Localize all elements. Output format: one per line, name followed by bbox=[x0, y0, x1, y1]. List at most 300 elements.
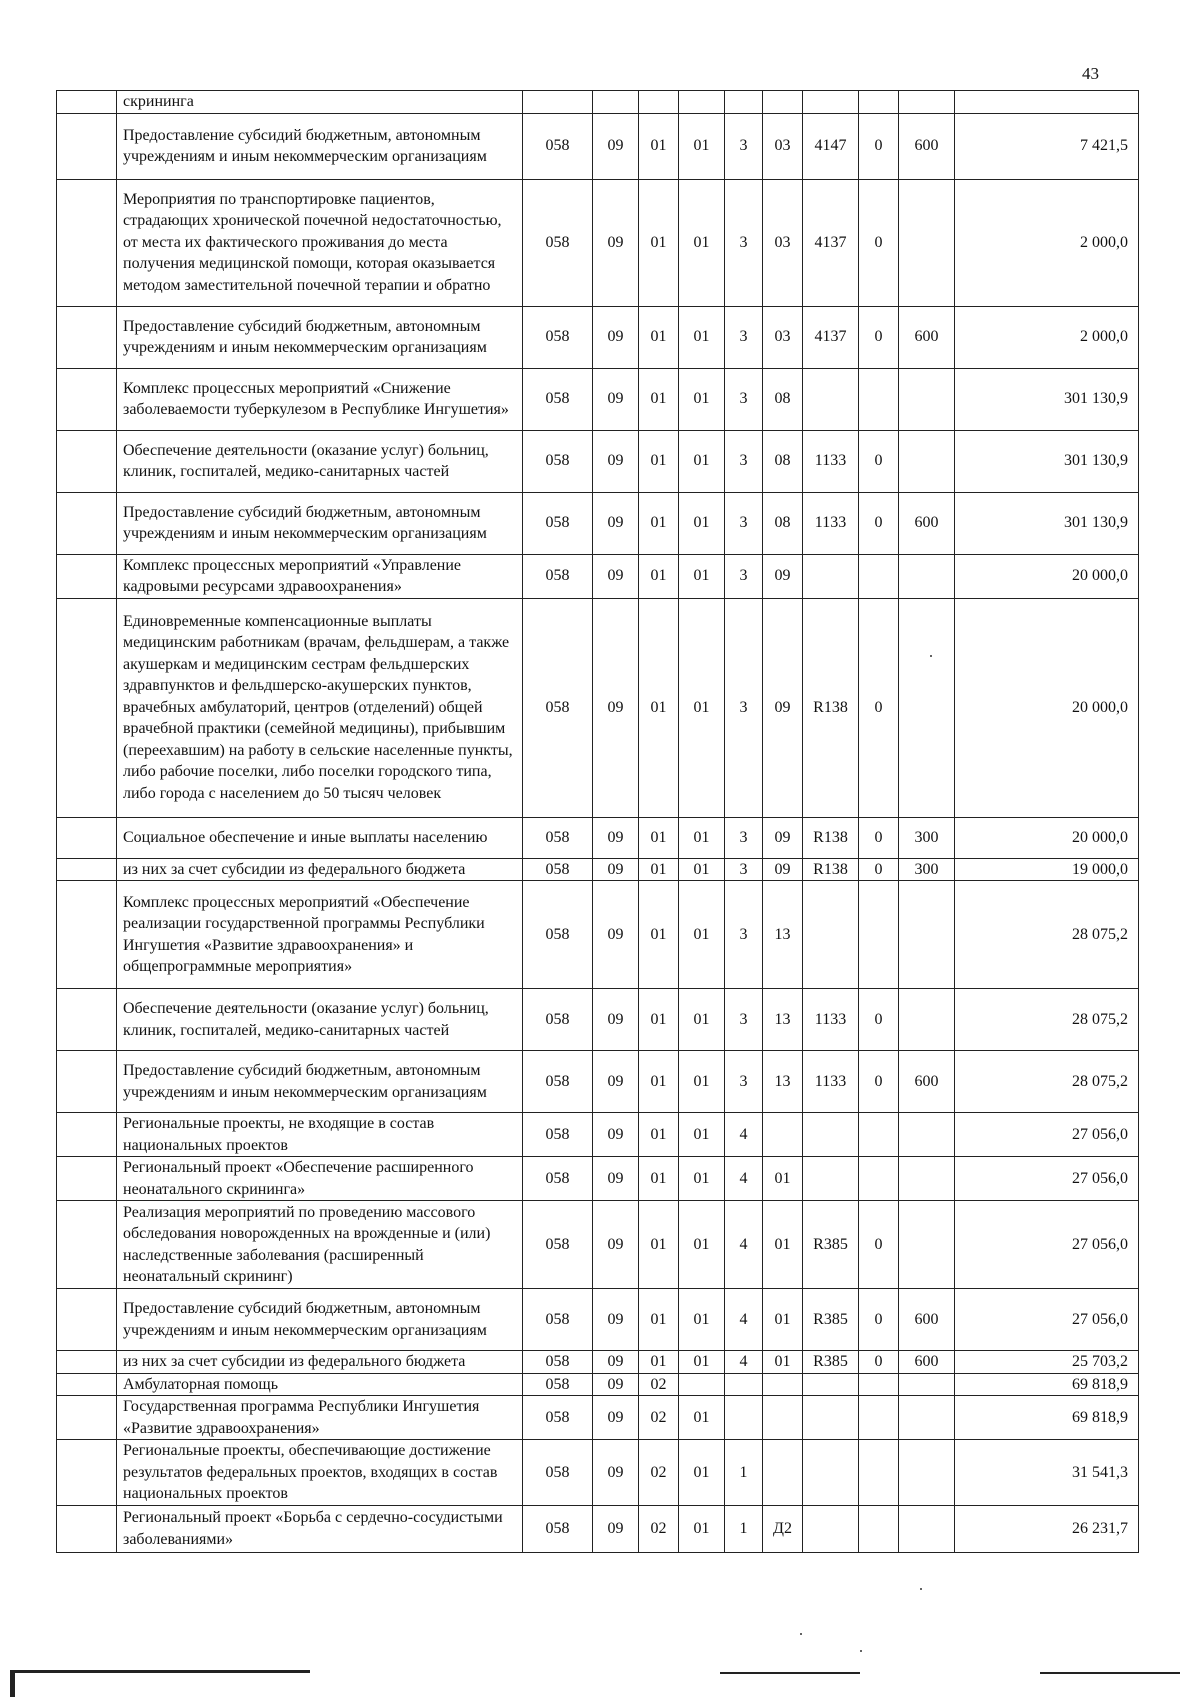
cell-ex: 0 bbox=[859, 817, 899, 858]
cell-sec: 09 bbox=[593, 858, 639, 881]
cell-adm: 058 bbox=[523, 1051, 593, 1113]
cell-name: Социальное обеспечение и иные выплаты населению bbox=[117, 817, 523, 858]
cell-vr bbox=[899, 554, 955, 598]
cell-dir bbox=[803, 1440, 859, 1506]
cell-sub: 02 bbox=[639, 1440, 679, 1506]
cell-adm: 058 bbox=[523, 1157, 593, 1201]
cell-name: из них за счет субсидии из федерального бюджета bbox=[117, 1351, 523, 1374]
cell-sum: 301 130,9 bbox=[955, 430, 1139, 492]
cell-sub: 01 bbox=[639, 1157, 679, 1201]
table-row bbox=[57, 430, 1139, 492]
cell-sub: 01 bbox=[639, 430, 679, 492]
cell-sp: 3 bbox=[725, 306, 763, 368]
cell-dir bbox=[803, 368, 859, 430]
cell-sp: 1 bbox=[725, 1440, 763, 1506]
scan-speck bbox=[930, 655, 932, 657]
cell-sub: 01 bbox=[639, 1289, 679, 1351]
row-marker-cell bbox=[57, 1440, 117, 1506]
cell-sp: 3 bbox=[725, 1051, 763, 1113]
cell-sub: 01 bbox=[639, 1351, 679, 1374]
cell-sec: 09 bbox=[593, 1440, 639, 1506]
cell-sub: 01 bbox=[639, 881, 679, 989]
cell-vr bbox=[899, 179, 955, 306]
cell-main: 01 bbox=[763, 1201, 803, 1289]
cell-dir bbox=[803, 881, 859, 989]
cell-sum: 69 818,9 bbox=[955, 1396, 1139, 1440]
table-row bbox=[57, 113, 1139, 179]
cell-sp: 4 bbox=[725, 1157, 763, 1201]
cell-vr bbox=[899, 91, 955, 114]
row-marker-cell bbox=[57, 598, 117, 817]
cell-adm: 058 bbox=[523, 1289, 593, 1351]
cell-name: Обеспечение деятельности (оказание услуг) больниц, клиник, госпиталей, медико-санитарных частей bbox=[117, 430, 523, 492]
cell-sub: 01 bbox=[639, 554, 679, 598]
cell-main bbox=[763, 1373, 803, 1396]
cell-sub: 01 bbox=[639, 817, 679, 858]
table-row bbox=[57, 1051, 1139, 1113]
row-marker-cell bbox=[57, 368, 117, 430]
cell-prog: 01 bbox=[679, 1440, 725, 1506]
cell-main: 01 bbox=[763, 1289, 803, 1351]
cell-sub: 01 bbox=[639, 492, 679, 554]
cell-main bbox=[763, 91, 803, 114]
cell-vr bbox=[899, 368, 955, 430]
cell-vr bbox=[899, 1373, 955, 1396]
cell-dir: R138 bbox=[803, 858, 859, 881]
cell-dir: 1133 bbox=[803, 430, 859, 492]
cell-prog: 01 bbox=[679, 1157, 725, 1201]
cell-vr: 300 bbox=[899, 817, 955, 858]
cell-adm: 058 bbox=[523, 598, 593, 817]
cell-sec: 09 bbox=[593, 817, 639, 858]
cell-sub: 01 bbox=[639, 598, 679, 817]
row-marker-cell bbox=[57, 858, 117, 881]
cell-name: Государственная программа Республики Ингушетия «Развитие здравоохранения» bbox=[117, 1396, 523, 1440]
table-row bbox=[57, 1373, 1139, 1396]
cell-dir bbox=[803, 91, 859, 114]
scan-speck bbox=[920, 1588, 922, 1590]
cell-ex: 0 bbox=[859, 306, 899, 368]
cell-dir bbox=[803, 1113, 859, 1157]
cell-ex bbox=[859, 1157, 899, 1201]
cell-vr bbox=[899, 989, 955, 1051]
cell-ex bbox=[859, 91, 899, 114]
cell-vr: 600 bbox=[899, 492, 955, 554]
cell-name: Предоставление субсидий бюджетным, автономным учреждениям и иным некоммерческим организациям bbox=[117, 492, 523, 554]
cell-name: Предоставление субсидий бюджетным, автономным учреждениям и иным некоммерческим организациям bbox=[117, 1289, 523, 1351]
cell-ex bbox=[859, 881, 899, 989]
table-row bbox=[57, 817, 1139, 858]
cell-sum: 7 421,5 bbox=[955, 113, 1139, 179]
cell-sec: 09 bbox=[593, 368, 639, 430]
cell-prog: 01 bbox=[679, 1351, 725, 1374]
cell-dir: R385 bbox=[803, 1289, 859, 1351]
cell-ex bbox=[859, 368, 899, 430]
cell-sum: 28 075,2 bbox=[955, 989, 1139, 1051]
scan-corner-mark bbox=[10, 1670, 15, 1697]
cell-dir: 1133 bbox=[803, 989, 859, 1051]
cell-sec: 09 bbox=[593, 1051, 639, 1113]
cell-ex: 0 bbox=[859, 1201, 899, 1289]
cell-ex bbox=[859, 1373, 899, 1396]
cell-sum: 26 231,7 bbox=[955, 1505, 1139, 1552]
row-marker-cell bbox=[57, 1289, 117, 1351]
cell-prog: 01 bbox=[679, 1505, 725, 1552]
cell-main: 13 bbox=[763, 1051, 803, 1113]
row-marker-cell bbox=[57, 1505, 117, 1552]
table-row bbox=[57, 989, 1139, 1051]
cell-main: 08 bbox=[763, 368, 803, 430]
table-row bbox=[57, 858, 1139, 881]
cell-vr: 600 bbox=[899, 113, 955, 179]
cell-sub: 02 bbox=[639, 1373, 679, 1396]
cell-sum: 27 056,0 bbox=[955, 1157, 1139, 1201]
cell-adm: 058 bbox=[523, 1113, 593, 1157]
cell-sec: 09 bbox=[593, 1351, 639, 1374]
cell-vr bbox=[899, 1440, 955, 1506]
cell-adm: 058 bbox=[523, 554, 593, 598]
cell-sum: 20 000,0 bbox=[955, 554, 1139, 598]
cell-main: 09 bbox=[763, 817, 803, 858]
cell-sp: 3 bbox=[725, 430, 763, 492]
scan-edge-line bbox=[720, 1672, 860, 1674]
table-row bbox=[57, 1201, 1139, 1289]
cell-sp: 4 bbox=[725, 1201, 763, 1289]
scan-edge-line bbox=[10, 1670, 310, 1673]
cell-sum: 28 075,2 bbox=[955, 881, 1139, 989]
cell-ex bbox=[859, 1113, 899, 1157]
cell-sum: 301 130,9 bbox=[955, 492, 1139, 554]
row-marker-cell bbox=[57, 179, 117, 306]
cell-ex bbox=[859, 1505, 899, 1552]
cell-adm: 058 bbox=[523, 492, 593, 554]
cell-prog: 01 bbox=[679, 598, 725, 817]
cell-sp: 3 bbox=[725, 989, 763, 1051]
cell-vr bbox=[899, 1157, 955, 1201]
cell-prog bbox=[679, 91, 725, 114]
row-marker-cell bbox=[57, 817, 117, 858]
cell-prog: 01 bbox=[679, 1113, 725, 1157]
cell-sum: 27 056,0 bbox=[955, 1113, 1139, 1157]
cell-adm: 058 bbox=[523, 1440, 593, 1506]
cell-sub: 01 bbox=[639, 179, 679, 306]
cell-main bbox=[763, 1440, 803, 1506]
cell-main: Д2 bbox=[763, 1505, 803, 1552]
cell-sum: 25 703,2 bbox=[955, 1351, 1139, 1374]
cell-prog: 01 bbox=[679, 858, 725, 881]
cell-prog: 01 bbox=[679, 989, 725, 1051]
cell-sp: 3 bbox=[725, 598, 763, 817]
cell-sec: 09 bbox=[593, 430, 639, 492]
row-marker-cell bbox=[57, 1201, 117, 1289]
cell-sum: 27 056,0 bbox=[955, 1289, 1139, 1351]
row-marker-cell bbox=[57, 1373, 117, 1396]
cell-vr bbox=[899, 1201, 955, 1289]
table-row bbox=[57, 1157, 1139, 1201]
cell-adm: 058 bbox=[523, 817, 593, 858]
cell-sum: 27 056,0 bbox=[955, 1201, 1139, 1289]
cell-sum: 2 000,0 bbox=[955, 179, 1139, 306]
budget-table bbox=[56, 90, 1139, 1553]
cell-prog: 01 bbox=[679, 881, 725, 989]
cell-sum: 19 000,0 bbox=[955, 858, 1139, 881]
cell-sp: 4 bbox=[725, 1113, 763, 1157]
cell-sec: 09 bbox=[593, 881, 639, 989]
cell-sp bbox=[725, 1396, 763, 1440]
cell-ex: 0 bbox=[859, 492, 899, 554]
cell-main: 09 bbox=[763, 598, 803, 817]
cell-sec: 09 bbox=[593, 179, 639, 306]
cell-sp: 3 bbox=[725, 554, 763, 598]
cell-vr bbox=[899, 1505, 955, 1552]
cell-adm bbox=[523, 91, 593, 114]
cell-sp: 4 bbox=[725, 1351, 763, 1374]
cell-sp: 3 bbox=[725, 492, 763, 554]
cell-name: Комплекс процессных мероприятий «Снижение заболеваемости туберкулезом в Республике Ингушетия» bbox=[117, 368, 523, 430]
cell-main: 08 bbox=[763, 492, 803, 554]
cell-sec bbox=[593, 91, 639, 114]
table-row bbox=[57, 306, 1139, 368]
table-row bbox=[57, 1505, 1139, 1552]
cell-sum: 69 818,9 bbox=[955, 1373, 1139, 1396]
cell-sub: 01 bbox=[639, 1201, 679, 1289]
table-row bbox=[57, 881, 1139, 989]
cell-prog: 01 bbox=[679, 554, 725, 598]
cell-prog: 01 bbox=[679, 1289, 725, 1351]
budget-table-body bbox=[57, 91, 1139, 1553]
cell-dir: 1133 bbox=[803, 492, 859, 554]
cell-ex bbox=[859, 1396, 899, 1440]
cell-dir bbox=[803, 1505, 859, 1552]
cell-sec: 09 bbox=[593, 1113, 639, 1157]
cell-prog: 01 bbox=[679, 179, 725, 306]
scan-speck bbox=[800, 1633, 802, 1635]
cell-sp: 4 bbox=[725, 1289, 763, 1351]
cell-main bbox=[763, 1396, 803, 1440]
cell-name: Обеспечение деятельности (оказание услуг) больниц, клиник, госпиталей, медико-санитарных частей bbox=[117, 989, 523, 1051]
table-row bbox=[57, 492, 1139, 554]
row-marker-cell bbox=[57, 1113, 117, 1157]
cell-ex: 0 bbox=[859, 179, 899, 306]
cell-adm: 058 bbox=[523, 881, 593, 989]
cell-sp: 3 bbox=[725, 858, 763, 881]
cell-main: 09 bbox=[763, 858, 803, 881]
row-marker-cell bbox=[57, 1051, 117, 1113]
row-marker-cell bbox=[57, 881, 117, 989]
cell-sum: 2 000,0 bbox=[955, 306, 1139, 368]
cell-name: Мероприятия по транспортировке пациентов, страдающих хронической почечной недостаточностью, от места их фактического проживания до места получения медицинской помощи, которая оказывается методом заместительной почечной терапии и обратно bbox=[117, 179, 523, 306]
cell-main: 03 bbox=[763, 179, 803, 306]
cell-vr: 600 bbox=[899, 306, 955, 368]
cell-adm: 058 bbox=[523, 113, 593, 179]
cell-sp: 3 bbox=[725, 817, 763, 858]
cell-vr: 600 bbox=[899, 1051, 955, 1113]
cell-name: Предоставление субсидий бюджетным, автономным учреждениям и иным некоммерческим организациям bbox=[117, 113, 523, 179]
cell-adm: 058 bbox=[523, 430, 593, 492]
cell-sub: 01 bbox=[639, 306, 679, 368]
cell-prog: 01 bbox=[679, 492, 725, 554]
cell-dir: R385 bbox=[803, 1201, 859, 1289]
cell-name: Амбулаторная помощь bbox=[117, 1373, 523, 1396]
cell-sec: 09 bbox=[593, 1396, 639, 1440]
row-marker-cell bbox=[57, 113, 117, 179]
cell-sec: 09 bbox=[593, 1157, 639, 1201]
cell-sub: 02 bbox=[639, 1396, 679, 1440]
row-marker-cell bbox=[57, 989, 117, 1051]
cell-vr: 300 bbox=[899, 858, 955, 881]
cell-adm: 058 bbox=[523, 368, 593, 430]
cell-name: Комплекс процессных мероприятий «Обеспечение реализации государственной программы Республики Ингушетия «Развитие здравоохранения» и общепрограммные мероприятия» bbox=[117, 881, 523, 989]
cell-dir bbox=[803, 1396, 859, 1440]
cell-dir bbox=[803, 1373, 859, 1396]
cell-prog: 01 bbox=[679, 1201, 725, 1289]
cell-ex bbox=[859, 554, 899, 598]
cell-sp: 3 bbox=[725, 113, 763, 179]
cell-vr bbox=[899, 430, 955, 492]
cell-dir: 1133 bbox=[803, 1051, 859, 1113]
table-row bbox=[57, 1351, 1139, 1374]
cell-ex: 0 bbox=[859, 858, 899, 881]
cell-vr: 600 bbox=[899, 1351, 955, 1374]
cell-main: 03 bbox=[763, 306, 803, 368]
cell-sec: 09 bbox=[593, 492, 639, 554]
row-marker-cell bbox=[57, 492, 117, 554]
cell-main: 13 bbox=[763, 989, 803, 1051]
cell-sub: 01 bbox=[639, 858, 679, 881]
cell-vr bbox=[899, 1396, 955, 1440]
cell-ex: 0 bbox=[859, 430, 899, 492]
cell-prog bbox=[679, 1373, 725, 1396]
scan-speck bbox=[860, 1650, 862, 1652]
cell-sec: 09 bbox=[593, 1289, 639, 1351]
cell-main: 01 bbox=[763, 1351, 803, 1374]
cell-prog: 01 bbox=[679, 306, 725, 368]
cell-sum: 20 000,0 bbox=[955, 817, 1139, 858]
cell-name: скрининга bbox=[117, 91, 523, 114]
cell-prog: 01 bbox=[679, 1051, 725, 1113]
cell-sec: 09 bbox=[593, 554, 639, 598]
cell-name: Региональный проект «Борьба с сердечно-сосудистыми заболеваниями» bbox=[117, 1505, 523, 1552]
cell-prog: 01 bbox=[679, 430, 725, 492]
cell-prog: 01 bbox=[679, 1396, 725, 1440]
scan-edge-line bbox=[1040, 1672, 1180, 1674]
row-marker-cell bbox=[57, 430, 117, 492]
cell-sp: 3 bbox=[725, 179, 763, 306]
cell-name: Предоставление субсидий бюджетным, автономным учреждениям и иным некоммерческим организациям bbox=[117, 1051, 523, 1113]
cell-adm: 058 bbox=[523, 989, 593, 1051]
cell-sub: 01 bbox=[639, 113, 679, 179]
row-marker-cell bbox=[57, 91, 117, 114]
table-row bbox=[57, 179, 1139, 306]
cell-vr bbox=[899, 1113, 955, 1157]
cell-name: Региональный проект «Обеспечение расширенного неонатального скрининга» bbox=[117, 1157, 523, 1201]
cell-sp bbox=[725, 1373, 763, 1396]
row-marker-cell bbox=[57, 1396, 117, 1440]
cell-sub: 02 bbox=[639, 1505, 679, 1552]
cell-sum bbox=[955, 91, 1139, 114]
cell-adm: 058 bbox=[523, 1201, 593, 1289]
cell-main: 03 bbox=[763, 113, 803, 179]
cell-dir: R138 bbox=[803, 817, 859, 858]
cell-ex: 0 bbox=[859, 113, 899, 179]
cell-sub: 01 bbox=[639, 1051, 679, 1113]
cell-sec: 09 bbox=[593, 306, 639, 368]
cell-vr bbox=[899, 598, 955, 817]
row-marker-cell bbox=[57, 1351, 117, 1374]
table-row bbox=[57, 91, 1139, 114]
cell-dir: R138 bbox=[803, 598, 859, 817]
cell-ex: 0 bbox=[859, 989, 899, 1051]
cell-sub: 01 bbox=[639, 1113, 679, 1157]
cell-name: Региональные проекты, не входящие в состав национальных проектов bbox=[117, 1113, 523, 1157]
cell-adm: 058 bbox=[523, 1396, 593, 1440]
cell-name: Реализация мероприятий по проведению массового обследования новорожденных на врожденные и (или) наследственные заболевания (расширенный неонатальный скрининг) bbox=[117, 1201, 523, 1289]
cell-sec: 09 bbox=[593, 1373, 639, 1396]
cell-adm: 058 bbox=[523, 179, 593, 306]
cell-sec: 09 bbox=[593, 598, 639, 817]
cell-dir: 4137 bbox=[803, 306, 859, 368]
cell-sp bbox=[725, 91, 763, 114]
cell-adm: 058 bbox=[523, 306, 593, 368]
cell-main: 09 bbox=[763, 554, 803, 598]
cell-vr bbox=[899, 881, 955, 989]
table-row bbox=[57, 368, 1139, 430]
cell-sum: 28 075,2 bbox=[955, 1051, 1139, 1113]
cell-dir: R385 bbox=[803, 1351, 859, 1374]
cell-dir bbox=[803, 554, 859, 598]
cell-sub: 01 bbox=[639, 989, 679, 1051]
page-number: 43 bbox=[1082, 64, 1099, 83]
cell-main: 01 bbox=[763, 1157, 803, 1201]
cell-prog: 01 bbox=[679, 817, 725, 858]
cell-ex: 0 bbox=[859, 1289, 899, 1351]
cell-sec: 09 bbox=[593, 1201, 639, 1289]
table-row bbox=[57, 1113, 1139, 1157]
cell-adm: 058 bbox=[523, 858, 593, 881]
cell-name: из них за счет субсидии из федерального бюджета bbox=[117, 858, 523, 881]
row-marker-cell bbox=[57, 554, 117, 598]
cell-vr: 600 bbox=[899, 1289, 955, 1351]
cell-sec: 09 bbox=[593, 1505, 639, 1552]
cell-prog: 01 bbox=[679, 368, 725, 430]
cell-adm: 058 bbox=[523, 1373, 593, 1396]
cell-sp: 1 bbox=[725, 1505, 763, 1552]
cell-prog: 01 bbox=[679, 113, 725, 179]
cell-ex: 0 bbox=[859, 598, 899, 817]
cell-sp: 3 bbox=[725, 368, 763, 430]
cell-sec: 09 bbox=[593, 113, 639, 179]
cell-sub: 01 bbox=[639, 368, 679, 430]
cell-ex: 0 bbox=[859, 1051, 899, 1113]
cell-main: 13 bbox=[763, 881, 803, 989]
cell-name: Предоставление субсидий бюджетным, автономным учреждениям и иным некоммерческим организациям bbox=[117, 306, 523, 368]
cell-sum: 31 541,3 bbox=[955, 1440, 1139, 1506]
cell-sec: 09 bbox=[593, 989, 639, 1051]
cell-name: Единовременные компенсационные выплаты медицинским работникам (врачам, фельдшерам, а также акушеркам и медицинским сестрам фельдшерских здравпунктов и фельдшерско-акушерских пунктов, врачебных амбулаторий, центров (отделений) общей врачебной практики (семейной медицины), прибывшим (переехавшим) на работу в сельские населенные пункты, либо рабочие поселки, либо поселки городского типа, либо города с населением до 50 тысяч человек bbox=[117, 598, 523, 817]
cell-dir: 4147 bbox=[803, 113, 859, 179]
cell-sub bbox=[639, 91, 679, 114]
cell-main: 08 bbox=[763, 430, 803, 492]
table-row bbox=[57, 1396, 1139, 1440]
cell-adm: 058 bbox=[523, 1351, 593, 1374]
cell-ex: 0 bbox=[859, 1351, 899, 1374]
cell-sum: 301 130,9 bbox=[955, 368, 1139, 430]
cell-name: Комплекс процессных мероприятий «Управление кадровыми ресурсами здравоохранения» bbox=[117, 554, 523, 598]
row-marker-cell bbox=[57, 306, 117, 368]
cell-dir: 4137 bbox=[803, 179, 859, 306]
cell-dir bbox=[803, 1157, 859, 1201]
table-row bbox=[57, 1289, 1139, 1351]
